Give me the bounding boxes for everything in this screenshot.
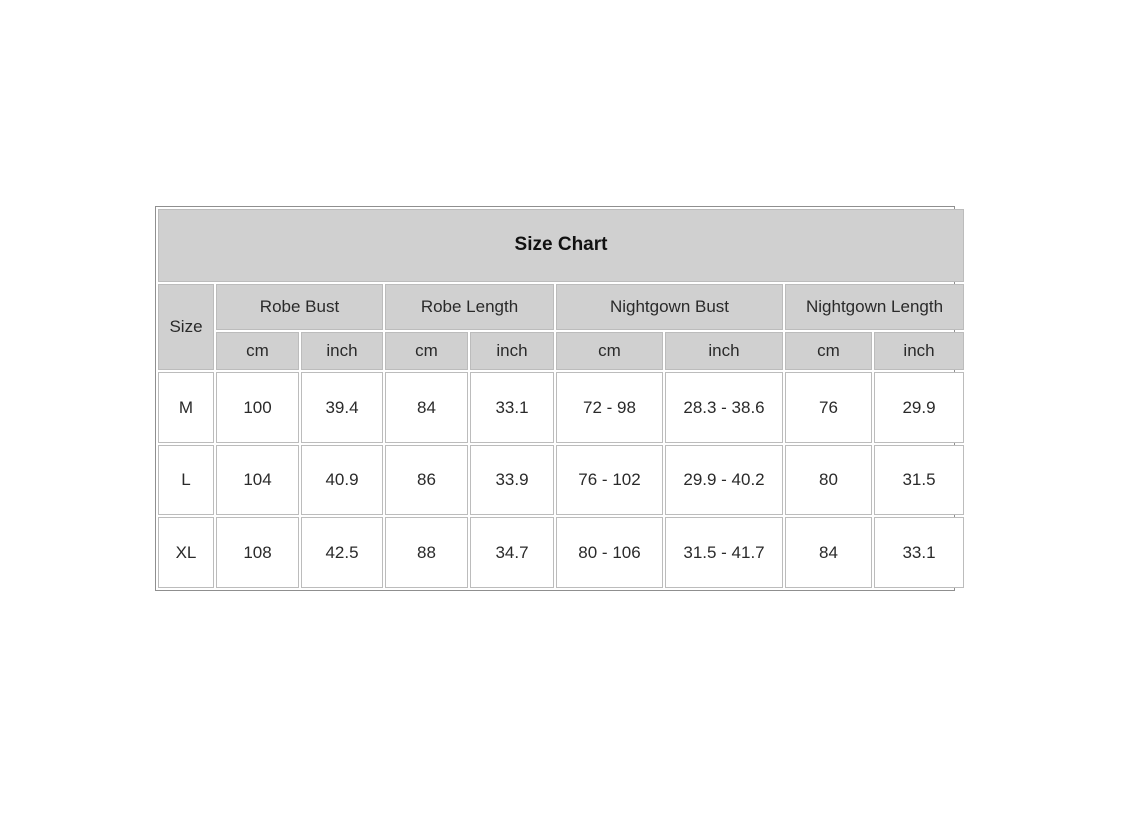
table-cell: 31.5 - 41.7 xyxy=(665,517,783,588)
unit-header: cm xyxy=(556,332,663,370)
unit-header: inch xyxy=(301,332,383,370)
table-cell: 76 xyxy=(785,372,872,443)
table-row xyxy=(158,517,964,588)
table-cell: 33.9 xyxy=(470,445,554,516)
size-cell: M xyxy=(158,372,214,443)
table-cell: 100 xyxy=(216,372,299,443)
table-cell: 104 xyxy=(216,445,299,516)
table-cell: 39.4 xyxy=(301,372,383,443)
table-cell: 33.1 xyxy=(470,372,554,443)
table-row xyxy=(158,372,964,443)
group-header-nightgown-bust: Nightgown Bust xyxy=(556,284,783,330)
table-cell: 31.5 xyxy=(874,445,964,516)
table-cell: 86 xyxy=(385,445,468,516)
size-chart-table xyxy=(155,206,955,591)
group-header-robe-bust: Robe Bust xyxy=(216,284,383,330)
table-cell: 84 xyxy=(385,372,468,443)
unit-header: inch xyxy=(874,332,964,370)
table-cell: 80 - 106 xyxy=(556,517,663,588)
unit-header: cm xyxy=(385,332,468,370)
size-cell: XL xyxy=(158,517,214,588)
table-cell: 108 xyxy=(216,517,299,588)
unit-header: cm xyxy=(785,332,872,370)
size-cell: L xyxy=(158,445,214,516)
group-header-robe-length: Robe Length xyxy=(385,284,554,330)
table-cell: 88 xyxy=(385,517,468,588)
table-row xyxy=(158,445,964,516)
size-chart-grid xyxy=(156,207,966,590)
unit-header: inch xyxy=(470,332,554,370)
table-cell: 72 - 98 xyxy=(556,372,663,443)
table-cell: 29.9 xyxy=(874,372,964,443)
unit-header: inch xyxy=(665,332,783,370)
table-cell: 76 - 102 xyxy=(556,445,663,516)
table-cell: 84 xyxy=(785,517,872,588)
table-cell: 80 xyxy=(785,445,872,516)
table-cell: 29.9 - 40.2 xyxy=(665,445,783,516)
unit-header: cm xyxy=(216,332,299,370)
table-cell: 34.7 xyxy=(470,517,554,588)
table-cell: 33.1 xyxy=(874,517,964,588)
size-column-header: Size xyxy=(158,284,214,371)
table-cell: 40.9 xyxy=(301,445,383,516)
table-cell: 28.3 - 38.6 xyxy=(665,372,783,443)
table-cell: 42.5 xyxy=(301,517,383,588)
group-header-nightgown-length: Nightgown Length xyxy=(785,284,964,330)
table-title: Size Chart xyxy=(158,209,964,282)
